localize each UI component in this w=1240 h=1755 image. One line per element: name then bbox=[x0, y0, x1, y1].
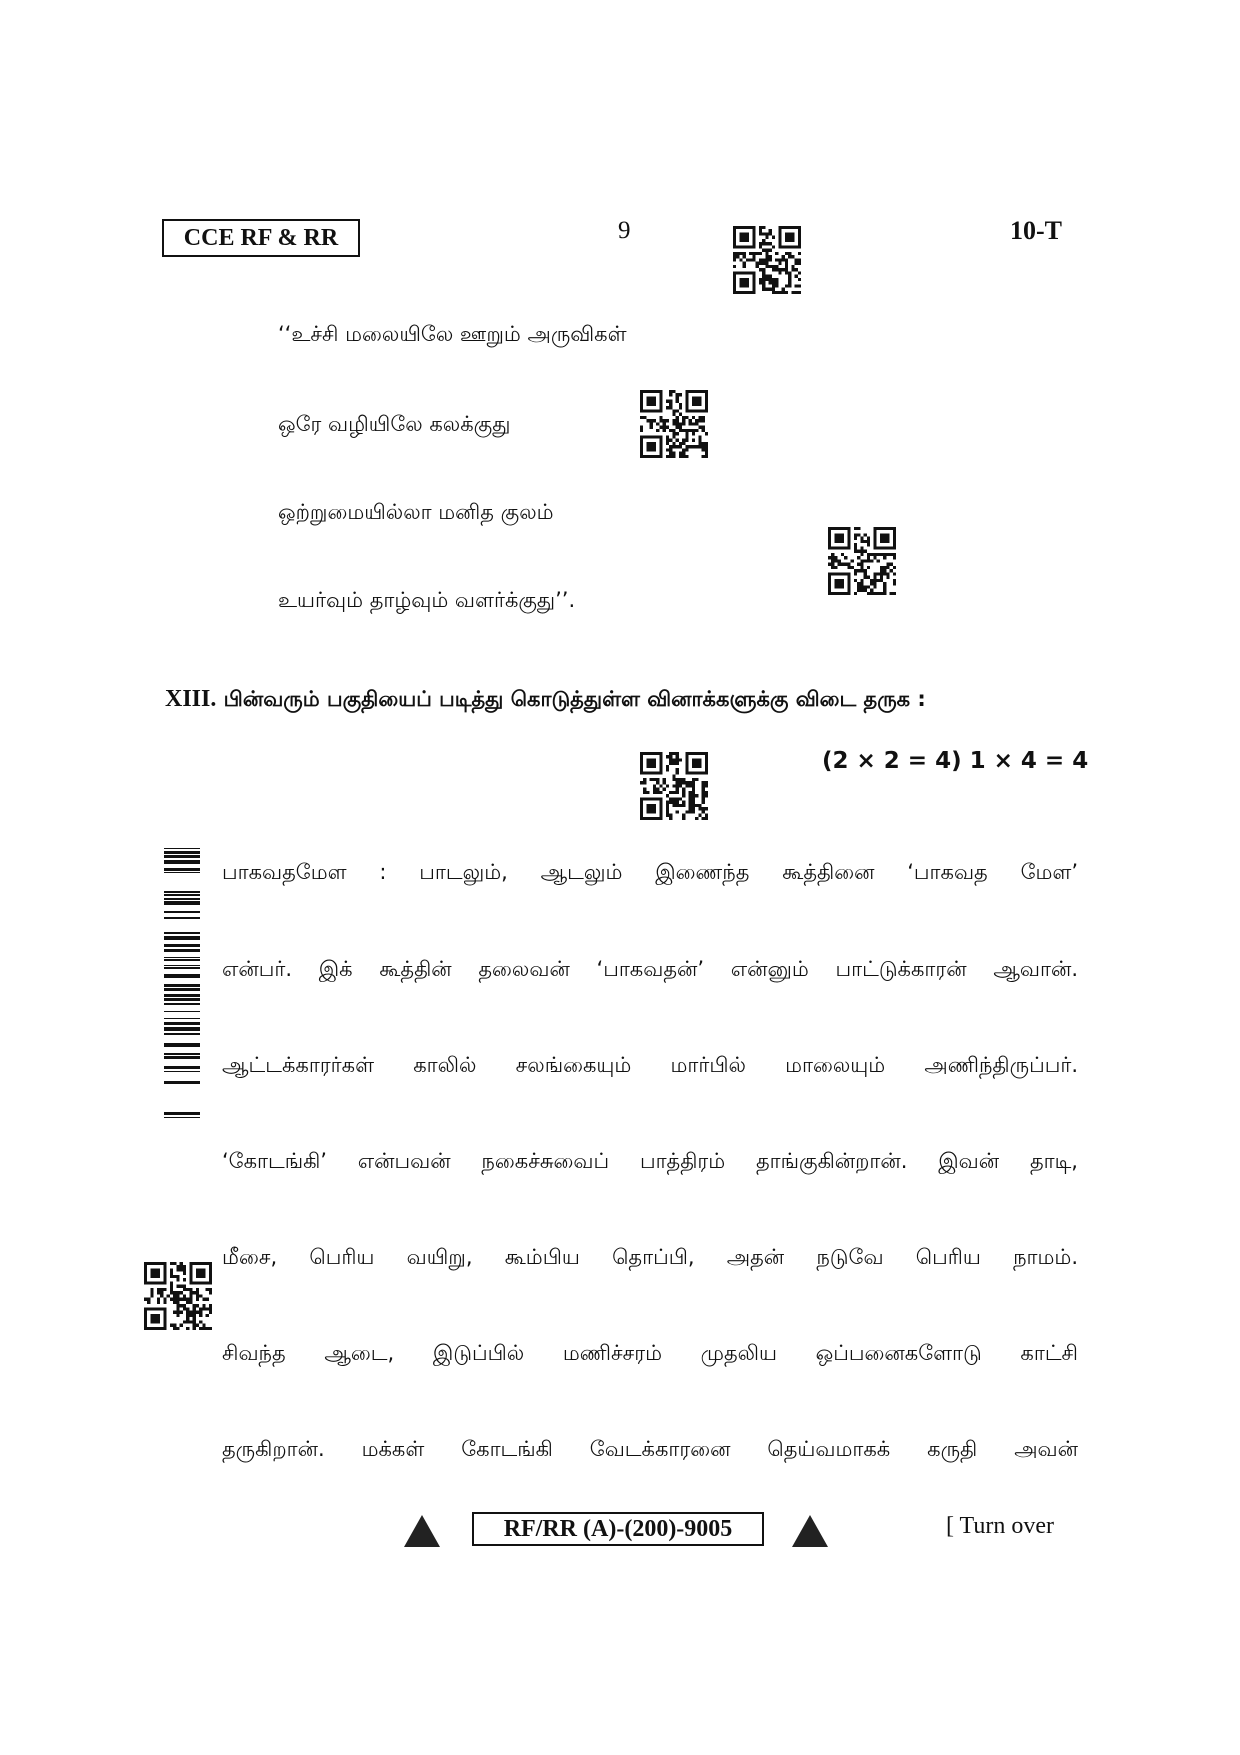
triangle-marker-icon bbox=[404, 1515, 440, 1547]
qr-code-icon bbox=[733, 226, 801, 294]
passage-line: ஆட்டக்காரர்கள் காலில் சலங்கையும் மார்பில் மாலையும் அணிந்திருப்பர். bbox=[222, 1053, 1078, 1077]
passage-line: தருகிறான். மக்கள் கோடங்கி வேடக்காரனை தெய்வமாகக் கருதி அவன் bbox=[222, 1437, 1078, 1461]
qr-code-icon bbox=[828, 527, 896, 595]
question-number: XIII. bbox=[165, 686, 217, 712]
footer-paper-code: RF/RR (A)-(200)-9005 bbox=[472, 1512, 764, 1546]
passage-line: ‘கோடங்கி’ என்பவன் நகைச்சுவைப் பாத்திரம் தாங்குகின்றான். இவன் தாடி, bbox=[222, 1149, 1078, 1173]
paper-code: 10-T bbox=[1010, 216, 1062, 245]
poem-line: ஒரே வழியிலே கலக்குது bbox=[278, 412, 511, 436]
marks-allocation: (2 × 2 = 4) 1 × 4 = 4 bbox=[822, 748, 1089, 774]
passage-line: மீசை, பெரிய வயிறு, கூம்பிய தொப்பி, அதன் நடுவே பெரிய நாமம். bbox=[222, 1245, 1078, 1269]
poem-line: உயர்வும் தாழ்வும் வளர்க்குது’’. bbox=[278, 588, 576, 612]
page-number: 9 bbox=[618, 217, 631, 244]
poem-line: ஒற்றுமையில்லா மனித குலம் bbox=[278, 500, 554, 524]
barcode-icon bbox=[164, 848, 200, 1118]
turn-over-note: [ Turn over bbox=[946, 1513, 1055, 1539]
question-text: பின்வரும் பகுதியைப் படித்து கொடுத்துள்ள வினாக்களுக்கு விடை தருக : bbox=[223, 687, 926, 711]
header-code-box: CCE RF & RR bbox=[162, 219, 360, 257]
passage-line: என்பர். இக் கூத்தின் தலைவன் ‘பாகவதன்’ என்னும் பாட்டுக்காரன் ஆவான். bbox=[222, 957, 1078, 981]
passage-line: சிவந்த ஆடை, இடுப்பில் மணிச்சரம் முதலிய ஒப்பனைகளோடு காட்சி bbox=[222, 1341, 1078, 1365]
passage-line: பாகவதமேள : பாடலும், ஆடலும் இணைந்த கூத்தினை ‘பாகவத மேள’ bbox=[222, 860, 1078, 884]
qr-code-icon bbox=[144, 1262, 212, 1330]
qr-code-icon bbox=[640, 752, 708, 820]
question-heading bbox=[165, 686, 926, 714]
qr-code-icon bbox=[640, 390, 708, 458]
triangle-marker-icon bbox=[792, 1515, 828, 1547]
poem-line: ‘‘உச்சி மலையிலே ஊறும் அருவிகள் bbox=[278, 322, 627, 346]
